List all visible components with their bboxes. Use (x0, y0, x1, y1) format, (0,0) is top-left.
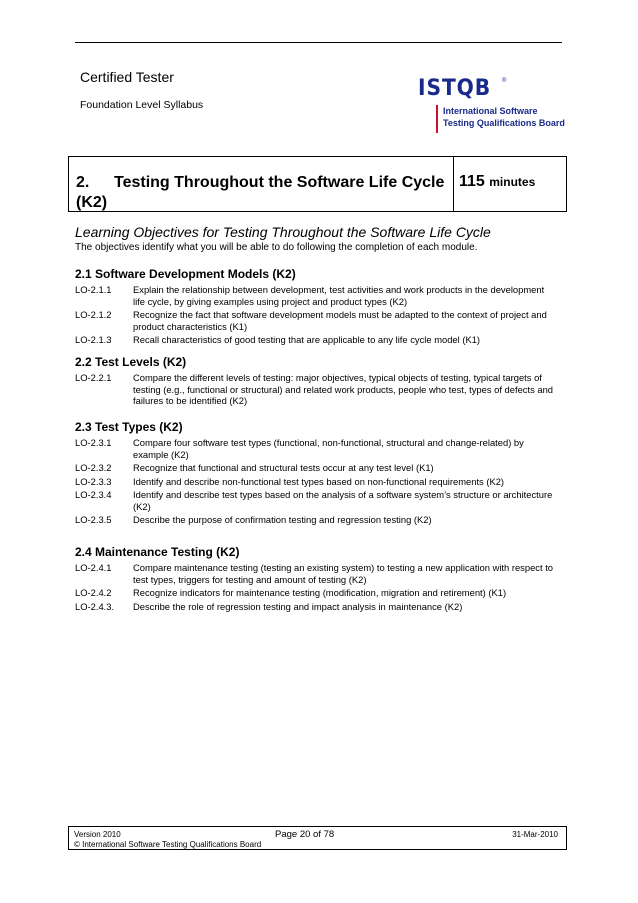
footer-version: Version 2010 (74, 830, 121, 839)
learning-objectives-intro: The objectives identify what you will be able to do following the completion of each module. (75, 242, 478, 253)
objective-item (75, 514, 555, 526)
objective-item (75, 309, 555, 332)
objective-id: LO-2.2.1 (75, 372, 112, 383)
footer-date: 31-Mar-2010 (512, 830, 558, 839)
objective-id: LO-2.4.3. (75, 600, 115, 612)
objective-item (75, 476, 555, 488)
footer-page-number: Page 20 of 78 (275, 829, 335, 840)
section-title: 2.4 Maintenance Testing (K2) (75, 545, 240, 559)
objective-item (75, 601, 555, 613)
objective-text: Compare maintenance testing (testing an existing system) to testing a new application with respect to test types, triggers for testing and amount of testing (K2) (133, 562, 554, 585)
objective-id: LO-2.1.1 (75, 284, 112, 295)
objective-text: Compare four software test types (functional, non-functional, structural and change-related) by example (K2) (133, 437, 524, 460)
objective-text: Recognize indicators for maintenance testing (modification, migration and retirement) (K1) (133, 587, 507, 598)
logo-registered-mark: ® (502, 78, 507, 84)
logo-line-1: International Software (443, 106, 538, 116)
section-test-types (75, 420, 555, 528)
section-software-development-models (75, 267, 555, 348)
duration-value: 115 (459, 173, 485, 190)
document-subtitle: Foundation Level Syllabus (80, 99, 204, 111)
objective-text: Identify and describe test types based on the analysis of a software system’s structure or architecture (K2) (133, 489, 553, 512)
objective-item (75, 489, 555, 512)
objective-item (75, 462, 555, 474)
page-footer (68, 826, 567, 850)
objective-id: LO-2.1.2 (75, 309, 112, 320)
objective-item (75, 284, 555, 307)
objective-item (75, 562, 555, 585)
objective-text: Describe the role of regression testing and impact analysis in maintenance (K2) (133, 600, 463, 612)
objective-id: LO-2.4.1 (75, 562, 112, 573)
chapter-duration (459, 173, 535, 191)
objective-id: LO-2.1.3 (75, 334, 112, 345)
istqb-logo (418, 76, 564, 136)
objective-text: Recall characteristics of good testing that are applicable to any life cycle model (K1) (133, 334, 481, 345)
section-title: 2.3 Test Types (K2) (75, 420, 183, 434)
chapter-divider (453, 157, 454, 211)
logo-wordmark: ISTQB (418, 76, 492, 101)
logo-accent-bar (436, 105, 438, 133)
objective-item (75, 437, 555, 460)
chapter-title-text: Testing Throughout the Software Life Cycle (K2) (76, 174, 445, 211)
objective-id: LO-2.3.1 (75, 437, 112, 448)
objective-id: LO-2.4.2 (75, 587, 112, 598)
objective-item (75, 372, 555, 407)
objective-id: LO-2.3.2 (75, 462, 112, 473)
objective-text: Describe the purpose of confirmation testing and regression testing (K2) (133, 514, 432, 525)
document-title: Certified Tester (80, 69, 174, 85)
duration-unit: minutes (489, 175, 536, 189)
header-rule (75, 42, 562, 43)
chapter-title (76, 173, 446, 213)
objective-id: LO-2.3.4 (75, 489, 112, 500)
objective-item (75, 334, 555, 346)
objective-text: Compare the different levels of testing: major objectives, typical objects of testing, typical targets of testing (e.g., functional or structural) and related work products, people who test, types of defects and failures to be identified (K2) (133, 372, 554, 406)
objective-item (75, 587, 555, 599)
footer-copyright: © International Software Testing Qualifications Board (74, 840, 262, 849)
logo-line-2: Testing Qualifications Board (443, 118, 565, 128)
objective-id: LO-2.3.5 (75, 514, 112, 525)
objective-text: Explain the relationship between development, test activities and work products in the development life cycle, by giving examples using project and product types (K2) (133, 284, 545, 307)
chapter-header-box (68, 156, 567, 212)
objective-text: Identify and describe non-functional test types based on non-functional requirements (K2) (133, 475, 505, 487)
objective-id: LO-2.3.3 (75, 475, 112, 487)
section-title: 2.2 Test Levels (K2) (75, 355, 187, 369)
section-title: 2.1 Software Development Models (K2) (75, 267, 296, 281)
section-maintenance-testing (75, 545, 555, 614)
objective-text: Recognize the fact that software development models must be adapted to the context of project and product characteristics (K1) (133, 309, 547, 332)
learning-objectives-heading: Learning Objectives for Testing Throughout the Software Life Cycle (75, 224, 491, 240)
section-test-levels (75, 355, 555, 409)
chapter-number: 2. (76, 174, 90, 191)
objective-text: Recognize that functional and structural tests occur at any test level (K1) (133, 462, 434, 473)
